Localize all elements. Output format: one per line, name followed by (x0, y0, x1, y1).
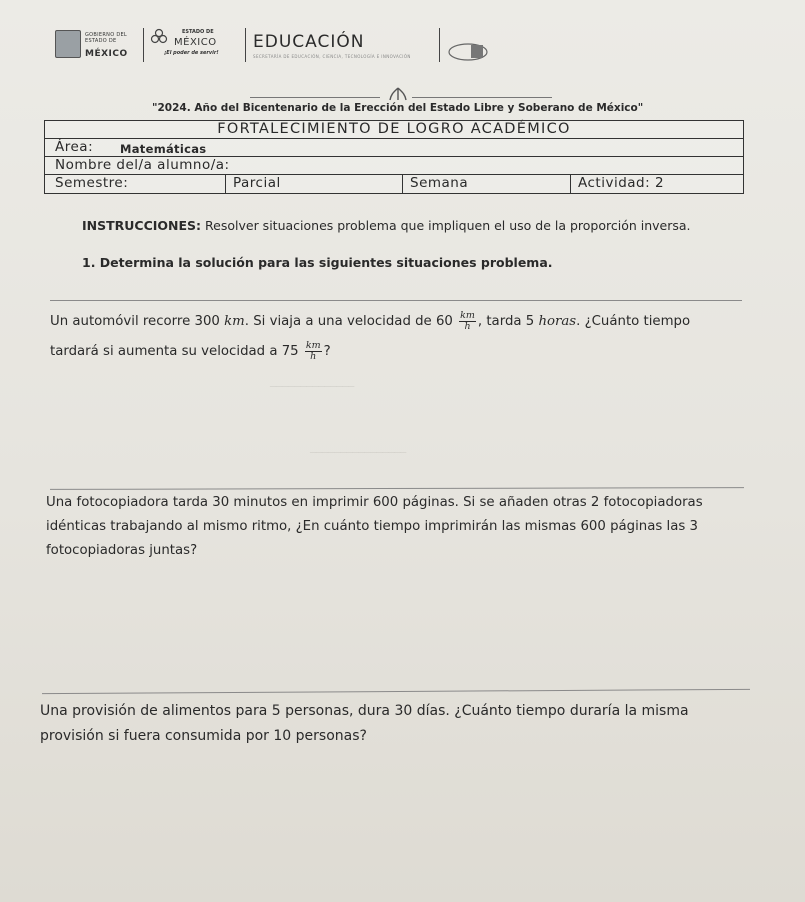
problem-1-text-e: tardará si aumenta su velocidad a 75 (50, 344, 303, 359)
header (55, 26, 495, 66)
area-value: Matemáticas (120, 142, 207, 156)
separator-line (42, 689, 750, 694)
flower-icon (150, 28, 168, 46)
show-through-texture: ──────────────── (310, 448, 407, 459)
education-subtitle: SECRETARÍA DE EDUCACIÓN, CIENCIA, TECNOLOGÍA E INNOVACIÓN (253, 54, 411, 59)
edomex-small-text: GOBIERNO DEL ESTADO DE (85, 32, 128, 44)
problem-1 (50, 310, 750, 364)
problem-1-line-2 (50, 340, 750, 364)
area-label: Área: (55, 139, 94, 155)
question-1: 1. Determina la solución para las siguientes situaciones problema. (82, 255, 553, 270)
problem-1-text-b: . Si viaja a una velocidad de 60 (244, 314, 458, 329)
instructions (82, 218, 691, 233)
speed-fraction (305, 341, 322, 362)
week-label: Semana (410, 175, 469, 191)
table-divider (225, 175, 226, 193)
header-separator (439, 28, 440, 62)
problem-1-text-f: ? (323, 344, 331, 359)
info-table-title: FORTALECIMIENTO DE LOGRO ACADÉMICO (217, 121, 571, 137)
fraction-denominator: h (464, 320, 471, 332)
activity-label: Actividad: 2 (578, 175, 665, 191)
mexico-small-text: ESTADO DE (182, 29, 214, 35)
table-divider (570, 175, 571, 193)
fraction-numerator: km (305, 339, 321, 351)
state-crest-icon (55, 30, 81, 58)
info-row-details (45, 175, 743, 193)
header-separator (245, 28, 246, 62)
problem-2-line-3: fotocopiadoras juntas? (46, 543, 198, 558)
problem-3-line-2: provisión si fuera consumida por 10 personas? (40, 728, 367, 744)
edomex-logo (55, 28, 140, 62)
instructions-text: Resolver situaciones problema que impliquen el uso de la proporción inversa. (205, 218, 691, 233)
fraction-numerator: km (460, 309, 475, 321)
problem-1-text-d: . ¿Cuánto tiempo (576, 314, 691, 329)
ornament-icon (388, 86, 408, 102)
year-motto: "2024. Año del Bicentenario de la Erección del Estado Libre y Soberano de México" (152, 102, 644, 114)
speed-fraction (459, 311, 476, 332)
problem-2-line-1: Una fotocopiadora tarda 30 minutos en imprimir 600 páginas. Si se añaden otras 2 fotocopiadoras (46, 495, 703, 510)
problem-2-line-2: idénticas trabajando al mismo ritmo, ¿En cuánto tiempo imprimirán las mismas 600 páginas las 3 (46, 519, 698, 534)
show-through-texture: ────────────── (270, 382, 355, 393)
ornament-line-left (250, 97, 380, 98)
info-row-name (45, 157, 743, 175)
mexico-word: MÉXICO (174, 37, 217, 48)
edomex-word: MÉXICO (85, 49, 128, 59)
problem-2 (46, 491, 771, 563)
mexico-slogan: ¡El poder de servir! (164, 50, 219, 56)
separator-line (50, 300, 742, 301)
info-table (44, 120, 744, 194)
estado-mexico-logo (150, 28, 245, 62)
unit-horas: horas (538, 314, 577, 329)
info-row-title (45, 121, 743, 139)
problem-1-text-c: , tarda 5 (477, 314, 539, 329)
unit-km: km (224, 314, 245, 329)
student-name-label: Nombre del/a alumno/a: (55, 157, 230, 173)
header-separator (143, 28, 144, 62)
table-divider (402, 175, 403, 193)
problem-3 (40, 699, 780, 749)
partial-label: Parcial (233, 175, 281, 191)
semester-label: Semestre: (55, 175, 129, 191)
problem-3-line-1: Una provisión de alimentos para 5 personas, dura 30 días. ¿Cuánto tiempo duraría la misma (40, 703, 689, 719)
problem-1-text-a: Un automóvil recorre 300 (50, 314, 225, 329)
fraction-denominator: h (310, 350, 317, 362)
institution-logo-icon (447, 42, 489, 62)
instructions-label: INSTRUCCIONES: (82, 218, 202, 233)
problem-1-line-1 (50, 310, 750, 334)
ornament-line-right (412, 97, 552, 98)
separator-line (50, 487, 744, 490)
education-title: EDUCACIÓN (253, 32, 365, 52)
info-row-area (45, 139, 743, 157)
